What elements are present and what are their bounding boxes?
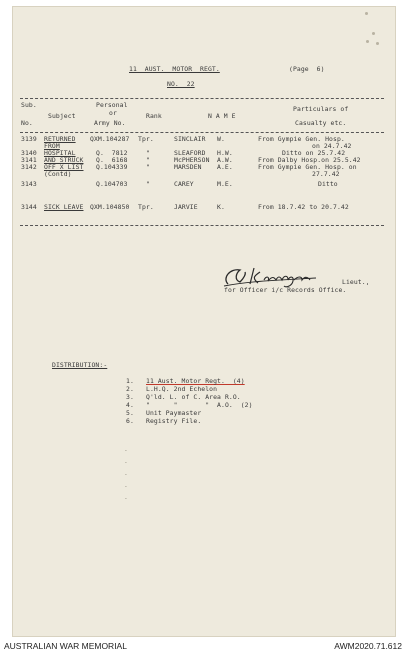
- row-surname: JARVIE: [174, 203, 198, 211]
- row-particulars: on 24.7.42: [312, 142, 352, 150]
- row-initials: A.W.: [217, 156, 233, 164]
- row-rank: ": [146, 156, 150, 164]
- row-number: 3142: [21, 163, 37, 171]
- distribution-item: Unit Paymaster: [146, 409, 202, 417]
- col-header-particulars: Particulars of: [293, 105, 349, 113]
- row-surname: CAREY: [174, 180, 194, 188]
- row-army-no: Q.104339: [96, 163, 128, 171]
- row-particulars: 27.7.42: [312, 170, 340, 178]
- distribution-number: 1.: [126, 377, 134, 385]
- col-header-rank: Rank: [146, 112, 162, 120]
- row-number: 3139: [21, 135, 37, 143]
- row-army-no: Q. 6168: [96, 156, 128, 164]
- page-number: (Page 6): [289, 65, 325, 73]
- row-rank: ": [146, 180, 150, 188]
- row-army-no: QXM.104850: [90, 203, 130, 211]
- row-number: 3144: [21, 203, 37, 211]
- distribution-number: 3.: [126, 393, 134, 401]
- row-army-no: Q. 7812: [96, 149, 128, 157]
- distribution-number: 6.: [126, 417, 134, 425]
- row-particulars: Ditto on 25.7.42: [282, 149, 346, 157]
- row-rank: ": [146, 149, 150, 157]
- row-initials: M.E.: [217, 180, 233, 188]
- row-particulars: From Gympie Gen. Hosp. on: [258, 163, 357, 171]
- punch-hole: [372, 32, 375, 35]
- row-initials: K.: [217, 203, 225, 211]
- distribution-item: 11 Aust. Motor Regt. (4): [146, 377, 245, 385]
- row-rank: ": [146, 163, 150, 171]
- row-subject: RETURNED: [44, 135, 76, 143]
- row-particulars: From Gympie Gen. Hosp.: [258, 135, 345, 143]
- row-army-no: Q.104703: [96, 180, 128, 188]
- distribution-number: 4.: [126, 401, 134, 409]
- row-particulars: From 18.7.42 to 20.7.42: [258, 203, 349, 211]
- distribution-item: L.H.Q. 2nd Echelon: [146, 385, 218, 393]
- row-number: 3140: [21, 149, 37, 157]
- row-subject: FROM: [44, 142, 60, 150]
- tick-marks: .: [124, 481, 128, 489]
- distribution-number: 5.: [126, 409, 134, 417]
- row-initials: W.: [217, 135, 225, 143]
- signatory-rank: Lieut.,: [342, 278, 370, 286]
- row-particulars: Ditto: [318, 180, 338, 188]
- tick-marks: .: [124, 493, 128, 501]
- row-number: 3143: [21, 180, 37, 188]
- row-subject: HOSPITAL: [44, 149, 76, 157]
- distribution-number: 2.: [126, 385, 134, 393]
- row-subject: (Contd): [44, 170, 72, 178]
- row-army-no: QXM.104287: [90, 135, 130, 143]
- punch-hole: [376, 42, 379, 45]
- distribution-item: Q'ld. L. of C. Area R.O.: [146, 393, 241, 401]
- col-header-no: No.: [21, 119, 33, 127]
- archive-name: AUSTRALIAN WAR MEMORIAL: [4, 641, 127, 651]
- row-surname: SINCLAIR: [174, 135, 206, 143]
- row-initials: A.E.: [217, 163, 233, 171]
- row-surname: McPHERSON: [174, 156, 210, 164]
- archive-reference: AWM2020.71.612: [334, 641, 402, 651]
- row-subject: SICK LEAVE: [44, 203, 84, 211]
- col-header-casualty: Casualty etc.: [295, 119, 347, 127]
- row-number: 3141: [21, 156, 37, 164]
- row-rank: Tpr.: [138, 135, 154, 143]
- tick-marks: .: [124, 469, 128, 477]
- col-header-army-no: Army No.: [94, 119, 126, 127]
- row-initials: H.W.: [217, 149, 233, 157]
- distribution-item: Registry File.: [146, 417, 202, 425]
- distribution-heading: DISTRIBUTION:-: [52, 361, 108, 369]
- distribution-item: " " " A.O. (2): [146, 401, 253, 409]
- row-surname: MARSDEN: [174, 163, 202, 171]
- punch-hole: [366, 40, 369, 43]
- col-header-or: or: [109, 109, 117, 117]
- row-subject: OFF X LIST: [44, 163, 84, 171]
- row-particulars: From Dalby Hosp.on 25.5.42: [258, 156, 361, 164]
- table-header-rule: [20, 132, 384, 133]
- tick-marks: .: [124, 445, 128, 453]
- unit-title: 11 AUST. MOTOR REGT.: [129, 65, 220, 73]
- document-number: NO. 22: [167, 80, 195, 88]
- table-top-rule: [20, 98, 384, 99]
- col-header-name: N A M E: [208, 112, 236, 120]
- col-header-sub: Sub.: [21, 101, 37, 109]
- row-surname: SLEAFORD: [174, 149, 206, 157]
- tick-marks: .: [124, 457, 128, 465]
- col-header-personal: Personal: [96, 101, 128, 109]
- table-bottom-rule: [20, 225, 384, 226]
- row-subject: AND STRUCK: [44, 156, 84, 164]
- archive-footer: [0, 637, 406, 653]
- col-header-subject: Subject: [48, 112, 76, 120]
- document-page: [12, 6, 396, 637]
- punch-hole: [365, 12, 368, 15]
- row-rank: Tpr.: [138, 203, 154, 211]
- signatory-office: for Officer i/c Records Office.: [224, 286, 347, 294]
